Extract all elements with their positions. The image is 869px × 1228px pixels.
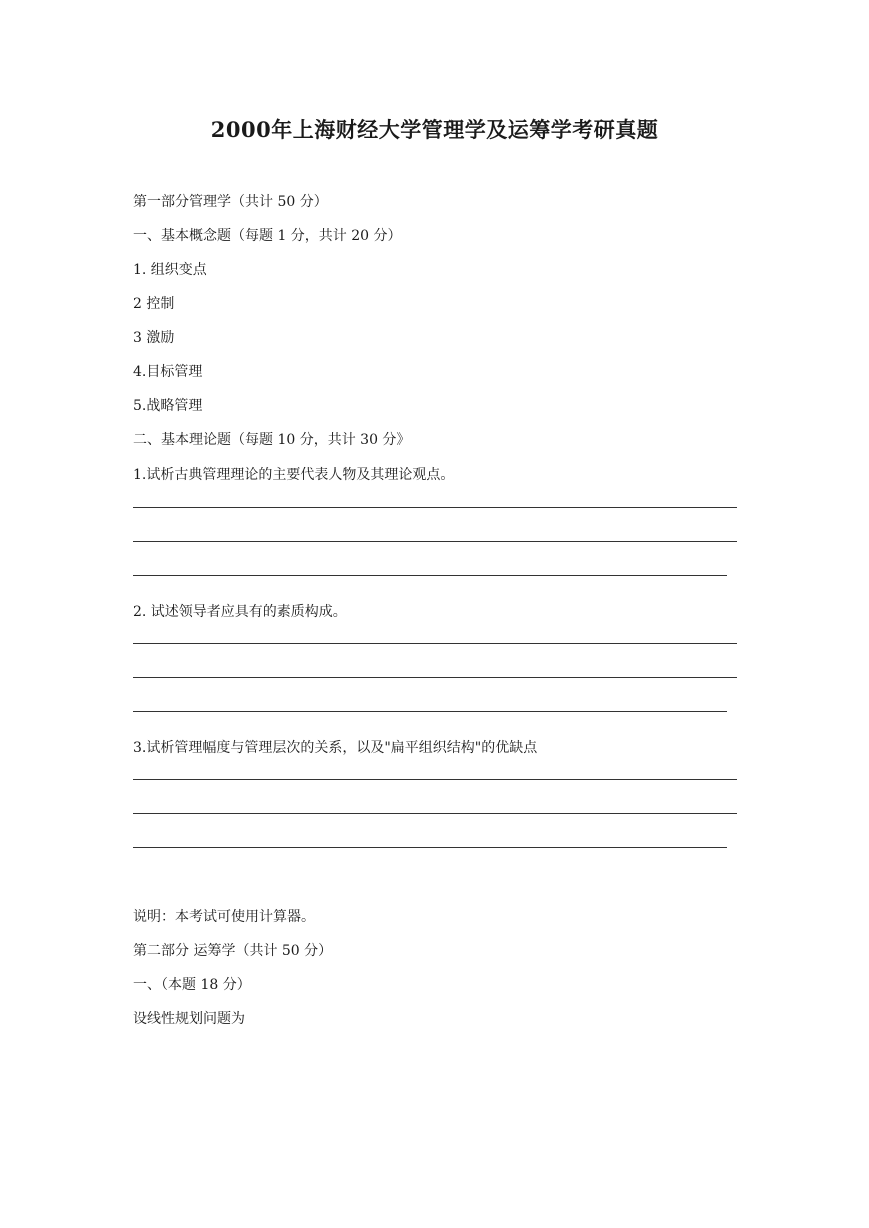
- concept-item: 2 控制: [133, 296, 175, 312]
- answer-line: [133, 711, 727, 712]
- part1-heading: 第一部分管理学（共计 50 分）: [133, 194, 328, 210]
- answer-line: [133, 507, 737, 508]
- answer-line: [133, 575, 727, 576]
- section1-heading: 一、基本概念题（每题 1 分，共计 20 分）: [133, 228, 402, 244]
- concept-item: 3 激励: [133, 330, 175, 346]
- exam-note: 说明：本考试可使用计算器。: [133, 909, 315, 925]
- concept-item: 5.战略管理: [133, 398, 203, 414]
- part2-intro: 设线性规划问题为: [133, 1011, 245, 1027]
- question-text: 2. 试述领导者应具有的素质构成。: [133, 604, 347, 620]
- answer-line: [133, 813, 737, 814]
- question-text: 1.试析古典管理理论的主要代表人物及其理论观点。: [133, 467, 455, 483]
- document-title: 2000年上海财经大学管理学及运筹学考研真题: [210, 117, 659, 142]
- question-text: 3.试析管理幅度与管理层次的关系，以及"扁平组织结构"的优缺点: [133, 740, 538, 756]
- answer-line: [133, 541, 737, 542]
- answer-line: [133, 643, 737, 644]
- answer-line: [133, 779, 737, 780]
- answer-line: [133, 847, 727, 848]
- concept-item: 1. 组织变点: [133, 262, 207, 278]
- part2-heading: 第二部分 运筹学（共计 50 分）: [133, 943, 333, 959]
- concept-item: 4.目标管理: [133, 364, 203, 380]
- part2-section1-heading: 一、（本题 18 分）: [133, 977, 251, 993]
- section2-heading: 二、基本理论题（每题 10 分，共计 30 分》: [133, 432, 411, 448]
- answer-line: [133, 677, 737, 678]
